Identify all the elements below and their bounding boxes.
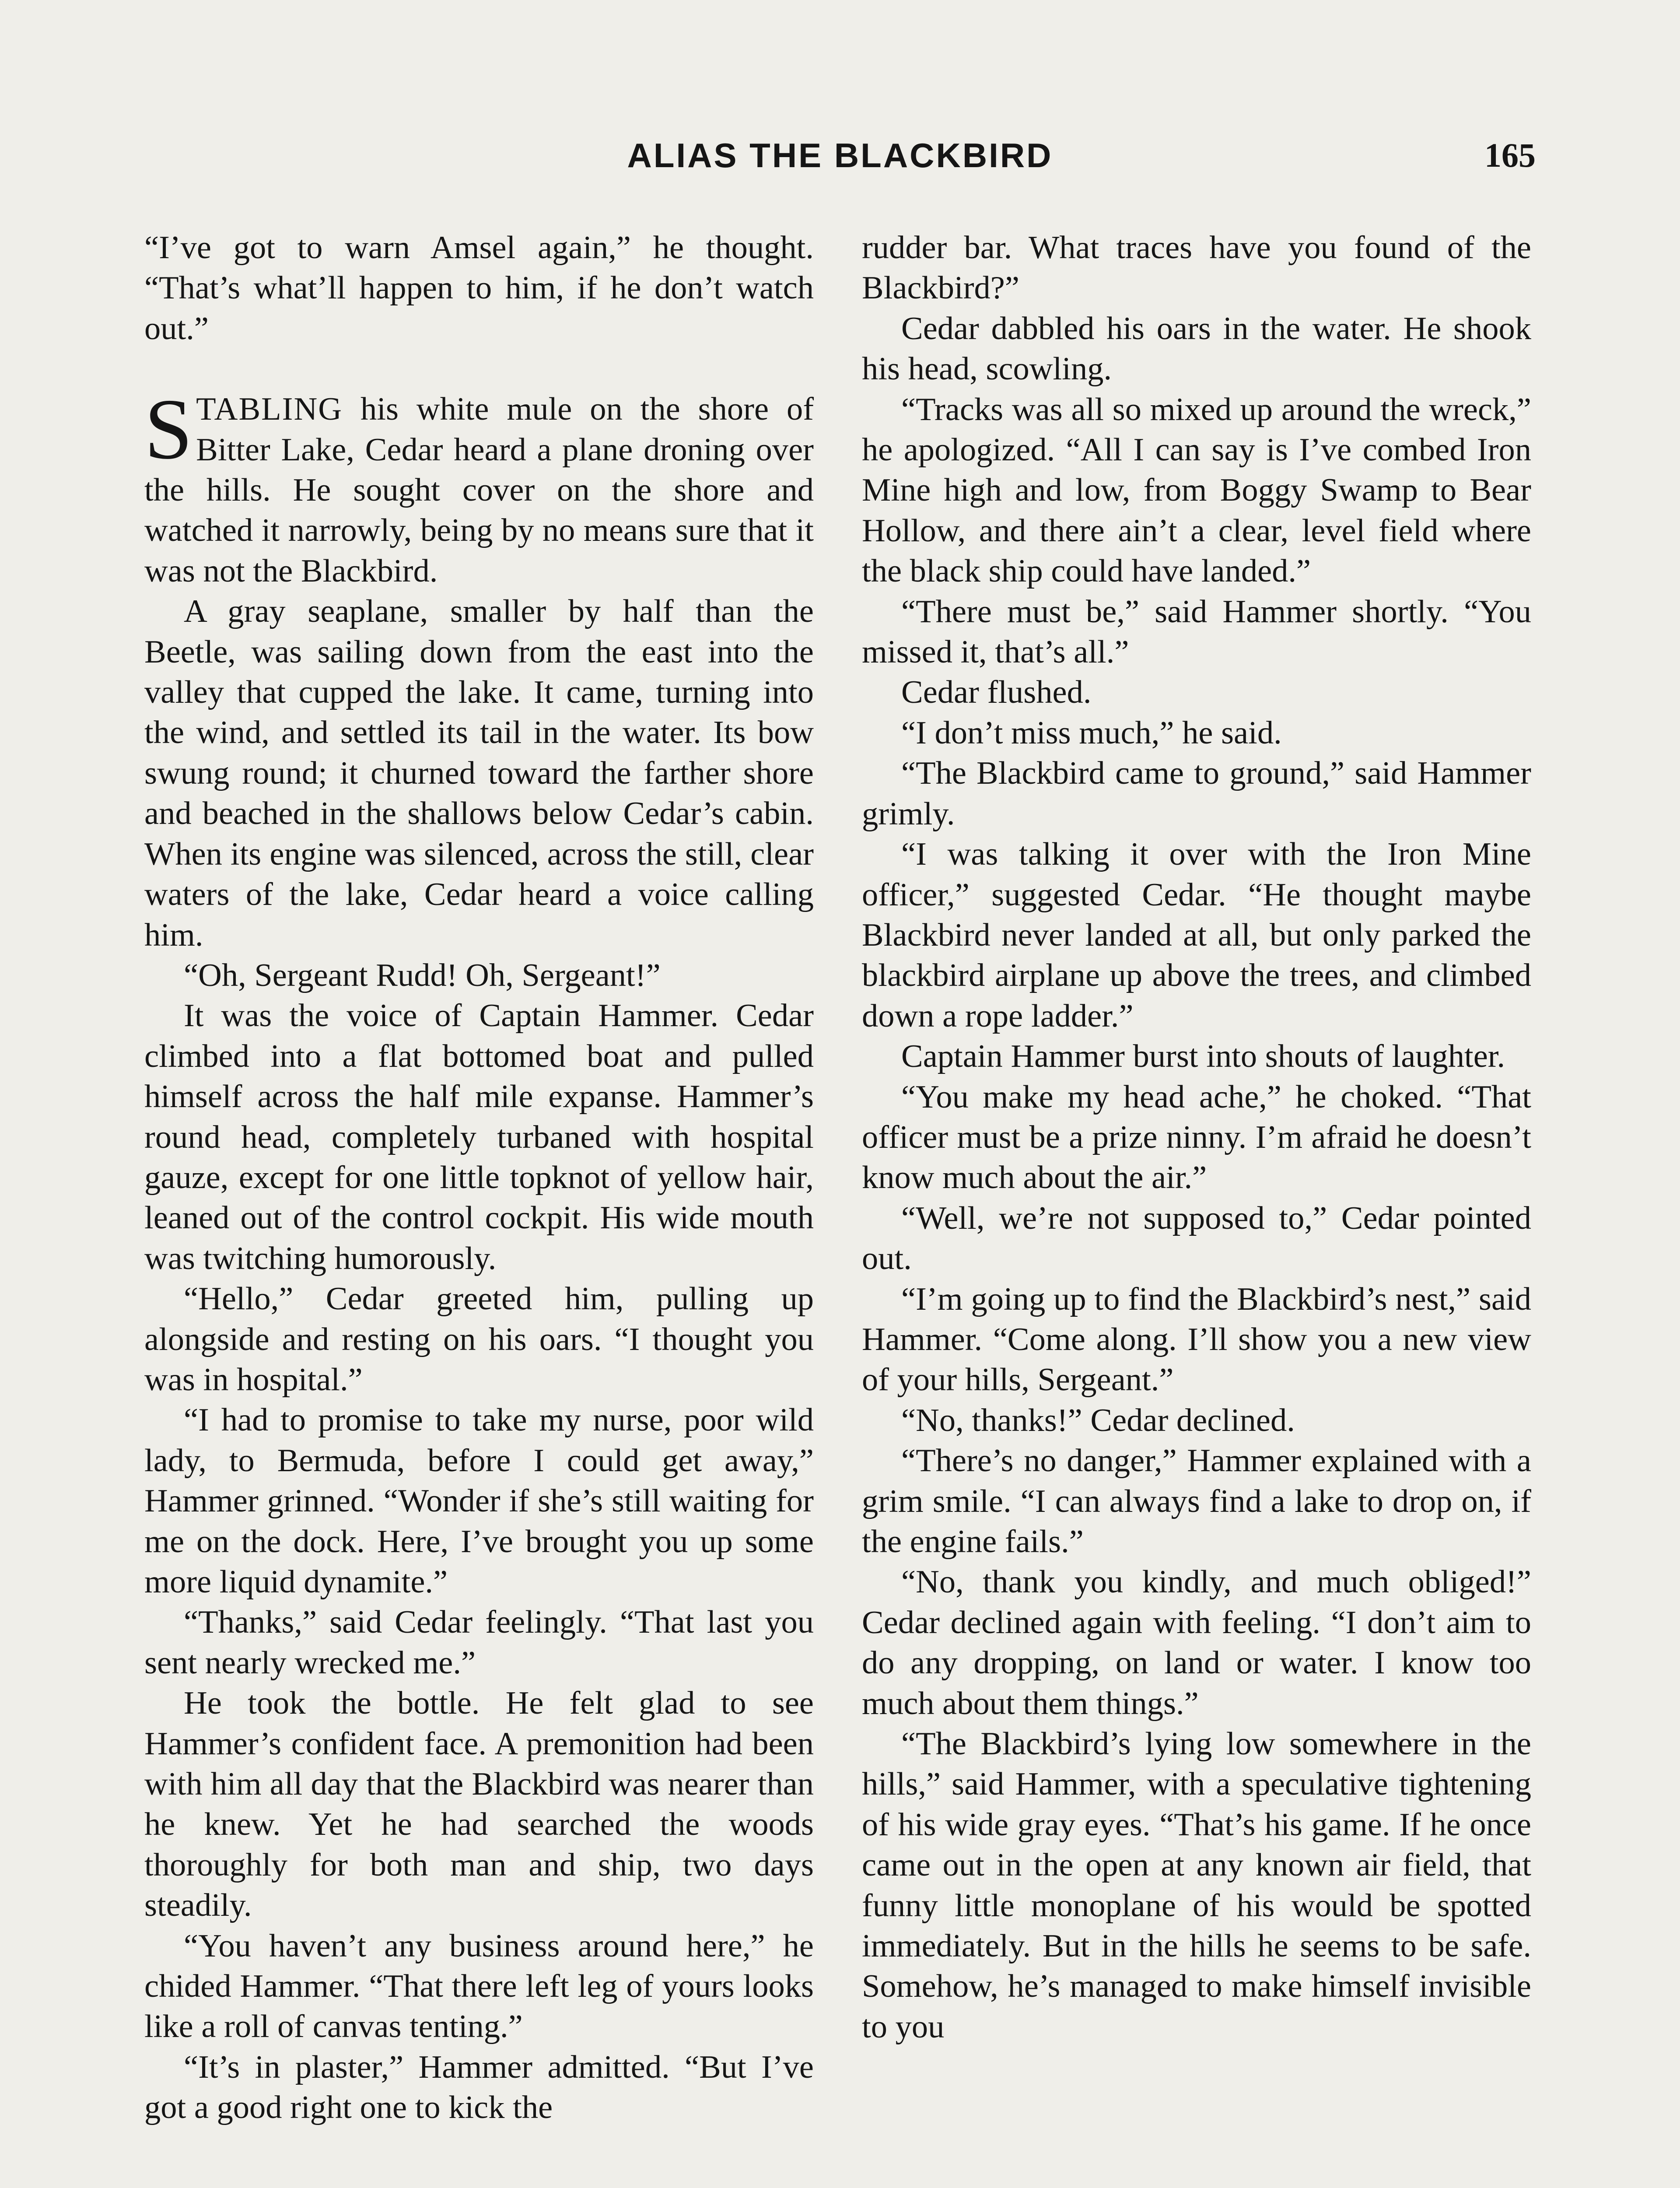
page-number: 165: [1484, 136, 1536, 174]
paragraph: “No, thank you kindly, and much obliged!” Cedar declined again with feeling. “I don’t aim to do any dropping, on land or water. I know too much about them things.”: [862, 1564, 1531, 1722]
dropcap-paragraph: [144, 381, 814, 591]
paragraph: “I was talking it over with the Iron Mine officer,” suggested Cedar. “He thought maybe Blackbird never landed at all, but only parked the blackbird airplane up above the trees, and climbed down a rope ladder.”: [862, 836, 1531, 1034]
paragraph: “The Blackbird’s lying low somewhere in the hills,” said Hammer, with a speculative tightening of his wide gray eyes. “That’s his game. If he once came out in the open at any known air field, that funny little monoplane of his would be spotted immediately. But in the hills he seems to be safe. Somehow, he’s managed to make himself invisible to you: [862, 1726, 1531, 2045]
paragraph: “I had to promise to take my nurse, poor wild lady, to Bermuda, before I could get away,” Hammer grinned. “Wonder if she’s still waiting for me on the dock. Here, I’ve brought you up some more liquid dynamite.”: [144, 1402, 814, 1600]
paragraph: “There’s no danger,” Hammer explained with a grim smile. “I can always find a lake to drop on, if the engine fails.”: [862, 1443, 1531, 1560]
dropcap-rest: his white mule on the: [343, 391, 680, 428]
paragraph: “I don’t miss much,” he said.: [901, 715, 1282, 751]
paragraph: “Tracks was all so mixed up around the wreck,” he apologized. “All I can say is I’ve combed Iron Mine high and low, from Boggy Swamp to Bear Hollow, and there ain’t a clear, level field where the black ship could have landed.”: [862, 391, 1531, 589]
paragraph: “You make my head ache,” he choked. “That officer must be a prize ninny. I’m afraid he doesn’t know much about the air.”: [862, 1079, 1531, 1196]
paragraph: “The Blackbird came to ground,” said Hammer grimly.: [862, 755, 1531, 832]
paragraph: “Oh, Sergeant Rudd! Oh, Sergeant!”: [184, 957, 661, 993]
paragraph: It was the voice of Captain Hammer. Cedar climbed into a flat bottomed boat and pulled himself across the half mile expanse. Hammer’s round head, completely turbaned with hospital gauze, except for one little topknot of yellow hair, leaned out of the control cockpit. His wide mouth was twitching humorously.: [144, 998, 814, 1276]
paragraph: “No, thanks!” Cedar declined.: [901, 1402, 1295, 1438]
paragraph: A gray seaplane, smaller by half than the Beetle, was sailing down from the east into the valley that cupped the lake. It came, turning into the wind, and settled its tail in the water. Its bow swung round; it churned toward the farther shore and beached in the shallows below Cedar’s cabin. When its engine was silenced, across the still, clear waters of the lake, Cedar heard a voice calling him.: [144, 593, 814, 953]
running-title: ALIAS THE BLACKBIRD: [627, 136, 1053, 175]
paragraph: “It’s in plaster,” Hammer admitted. “But I’ve got a good right one to kick the: [144, 2049, 814, 2126]
page-header: [144, 131, 1536, 179]
paragraph: “Thanks,” said Cedar feelingly. “That last you sent nearly wrecked me.”: [144, 1604, 814, 1681]
right-column: [862, 228, 1531, 2047]
paragraph-continuation: shore of Bitter Lake, Cedar heard a plane droning over the hills. He sought cover on the shore and watched it narrowly, being by no means sure that it was not the Blackbird.: [144, 391, 814, 589]
paragraph: “I’m going up to find the Blackbird’s nest,” said Hammer. “Come along. I’ll show you a new view of your hills, Sergeant.”: [862, 1281, 1531, 1398]
dropcap-smallcaps: TABLING: [196, 391, 343, 428]
paragraph: “Hello,” Cedar greeted him, pulling up alongside and resting on his oars. “I thought you was in hospital.”: [144, 1281, 814, 1398]
paragraph: He took the bottle. He felt glad to see Hammer’s confident face. A premonition had been with him all day that the Blackbird was nearer than he knew. Yet he had searched the woods thoroughly for both man and ship, two days steadily.: [144, 1685, 814, 1924]
paragraph: Captain Hammer burst into shouts of laughter.: [901, 1038, 1505, 1075]
paragraph: “You haven’t any business around here,” he chided Hammer. “That there left leg of yours looks like a roll of canvas tenting.”: [144, 1928, 814, 2045]
dropcap-letter: S: [144, 381, 193, 477]
paragraph: “I’ve got to warn Amsel again,” he thought. “That’s what’ll happen to him, if he don’t watch out.”: [144, 230, 814, 347]
paragraph: rudder bar. What traces have you found of the Blackbird?”: [862, 230, 1531, 306]
paragraph: Cedar dabbled his oars in the water. He shook his head, scowling.: [862, 310, 1531, 387]
paragraph: “There must be,” said Hammer shortly. “You missed it, that’s all.”: [862, 593, 1531, 670]
paragraph: “Well, we’re not supposed to,” Cedar pointed out.: [862, 1200, 1531, 1277]
left-column: [144, 228, 814, 2128]
paragraph: Cedar flushed.: [901, 674, 1092, 711]
